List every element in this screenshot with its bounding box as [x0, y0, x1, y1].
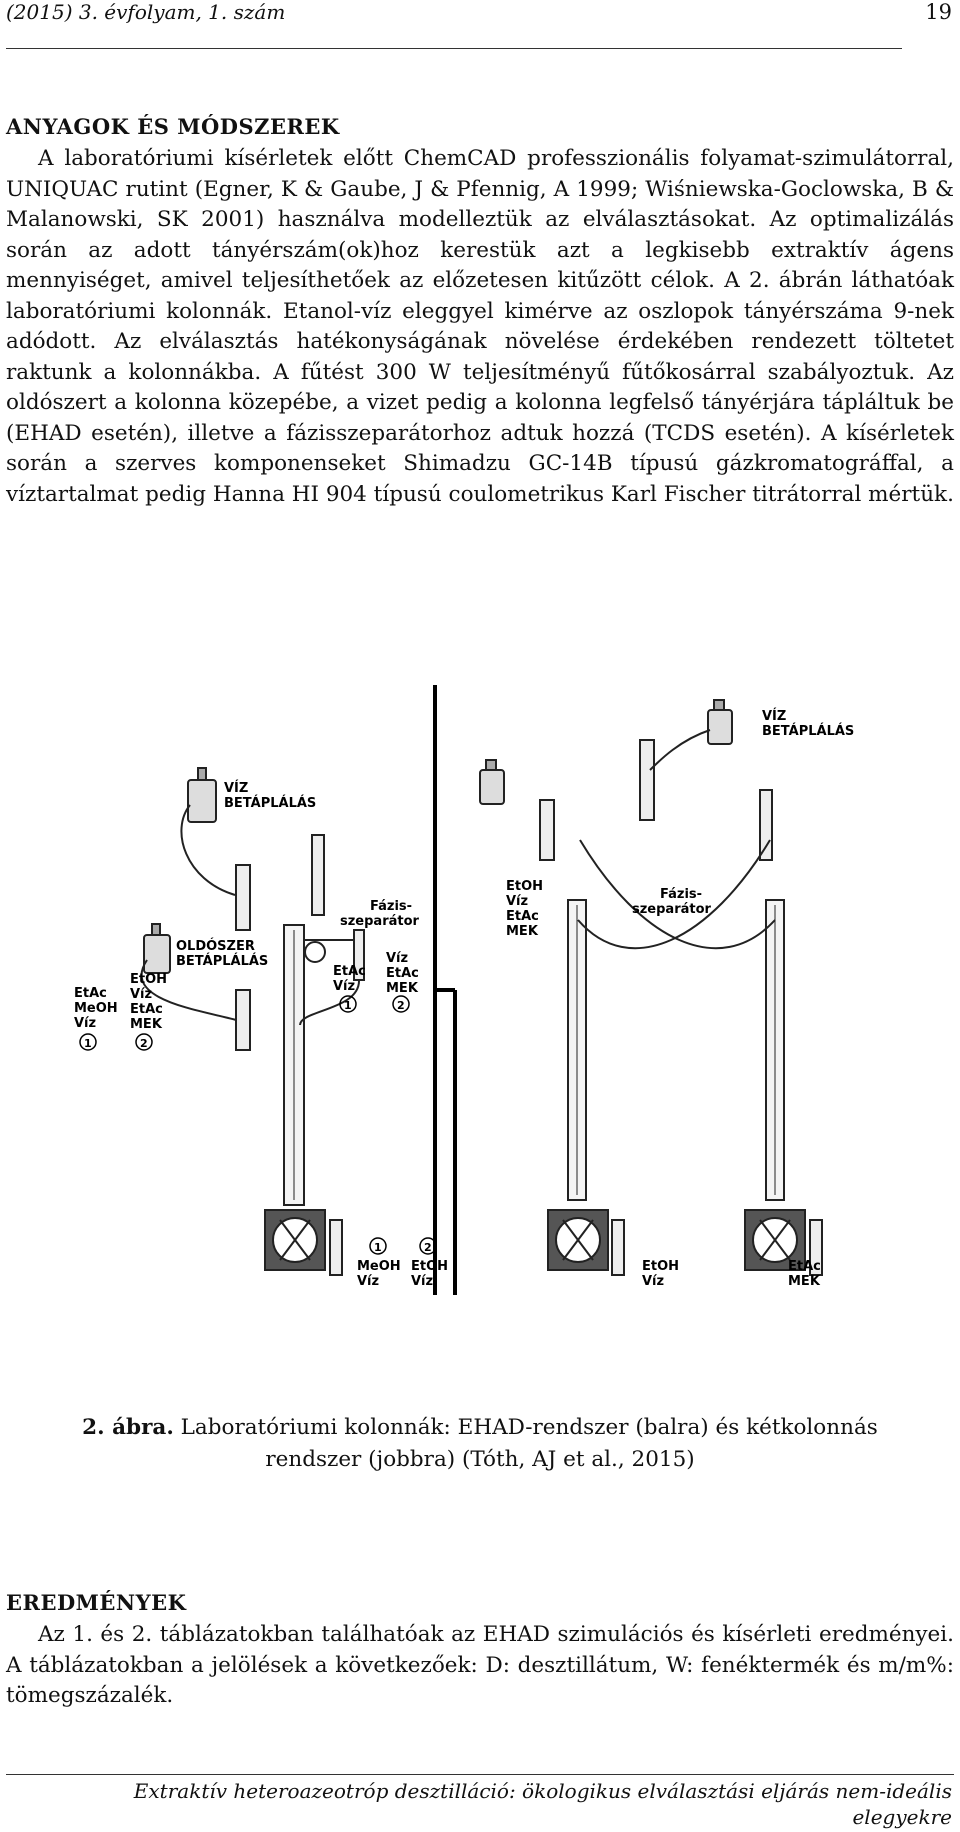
svg-text:1: 1 [344, 999, 352, 1012]
svg-text:Víz: Víz [74, 1016, 97, 1031]
svg-text:2: 2 [397, 999, 405, 1012]
svg-text:MeOH: MeOH [74, 1001, 118, 1016]
svg-text:1: 1 [374, 1241, 382, 1254]
figure-caption [0, 1412, 960, 1476]
svg-text:Víz: Víz [506, 894, 529, 909]
methods-heading: ANYAGOK ÉS MÓDSZEREK [6, 114, 340, 139]
header-rule [6, 48, 902, 49]
svg-text:MEK: MEK [130, 1017, 162, 1032]
svg-text:2: 2 [424, 1241, 432, 1254]
results-text: Az 1. és 2. táblázatokban találhatóak az EHAD szimulációs és kísérleti eredményei. A táblázatokban a jelölések a következőek: D: desztillátum, W: fenéktermék és m/m%: tömegszázalék. [6, 1622, 954, 1708]
svg-text:EtAc: EtAc [130, 1002, 163, 1017]
svg-text:EtOH: EtOH [411, 1259, 449, 1274]
caption-label: 2. ábra. [82, 1415, 174, 1440]
label-solvent-feed: OLDÓSZER [176, 939, 255, 954]
svg-text:1: 1 [84, 1037, 92, 1050]
svg-text:szeparátor: szeparátor [632, 902, 711, 917]
svg-text:EtAc: EtAc [506, 909, 539, 924]
svg-text:MEK: MEK [386, 981, 418, 996]
caption-line2: rendszer (jobbra) (Tóth, AJ et al., 2015) [265, 1447, 695, 1472]
results-paragraph [6, 1620, 954, 1712]
svg-text:BETÁPLÁLÁS: BETÁPLÁLÁS [762, 724, 855, 739]
svg-text:EtAc: EtAc [333, 964, 366, 979]
svg-text:EtOH: EtOH [130, 972, 168, 987]
methods-paragraph [6, 144, 954, 510]
label-water-feed: VÍZ [224, 781, 249, 796]
tcds-apparatus [480, 700, 822, 1275]
page-number: 19 [925, 0, 952, 24]
running-header: (2015) 3. évfolyam, 1. szám [6, 0, 286, 24]
tcds-labels [506, 708, 854, 1289]
svg-text:EtAc: EtAc [788, 1259, 821, 1274]
svg-text:Víz: Víz [130, 987, 153, 1002]
svg-text:EtAc: EtAc [74, 986, 107, 1001]
svg-text:Víz: Víz [386, 951, 409, 966]
figure-lab-columns [0, 680, 960, 1300]
svg-text:EtOH: EtOH [506, 879, 544, 894]
svg-text:MeOH: MeOH [357, 1259, 401, 1274]
svg-text:Víz: Víz [357, 1274, 380, 1289]
svg-text:Víz: Víz [333, 979, 356, 994]
svg-text:EtOH: EtOH [642, 1259, 680, 1274]
svg-text:BETÁPLÁLÁS: BETÁPLÁLÁS [224, 796, 317, 811]
footer-rule [6, 1774, 954, 1775]
svg-text:Víz: Víz [411, 1274, 434, 1289]
svg-text:VÍZ: VÍZ [762, 709, 787, 724]
caption-text: Laboratóriumi kolonnák: EHAD-rendszer (balra) és kétkolonnás [173, 1415, 878, 1440]
label-phase-separator: Fázis- [370, 899, 413, 914]
ehad-apparatus [142, 768, 364, 1275]
svg-text:MEK: MEK [788, 1274, 820, 1289]
svg-text:Víz: Víz [642, 1274, 665, 1289]
methods-text: A laboratóriumi kísérletek előtt ChemCAD professzionális folyamat-szimulátorral, UNIQUAC rutint (Egner, K & Gaube, J & Pfennig, A 1999; Wiśniewska-Goclowska, B & Malanowski, SK 2001) használva modelleztük az elválasztásokat. Az optimalizálás során az adott tányérszám(ok)hoz kerestük azt a legkisebb extraktív ágens mennyiséget, amivel teljesíthetőek az előzetesen kitűzött célok. A 2. ábrán láthatóak laboratóriumi kolonnák. Etanol-víz eleggyel kimérve az oszlopok tányérszáma 9-nek adódott. Az elválasztás hatékonyságának növelése érdekében rendezett töltetet raktunk a kolonnákba. A fűtést 300 W teljesítményű fűtőkosárral szabályoztuk. Az oldószert a kolonna közepébe, a vizet pedig a kolonna legfelső tányérjára tápláltuk be (EHAD esetén), illetve a fázisszeparátorhoz adtuk hozzá (TCDS esetén). A kísérletek során a szerves komponenseket Shimadzu GC-14B típusú gázkromatográffal, a víztartalmat pedig Hanna HI 904 típusú coulometrikus Karl Fischer titrátorral mértük. [6, 146, 954, 507]
ehad-labels [74, 780, 448, 1289]
svg-text:BETÁPLÁLÁS: BETÁPLÁLÁS [176, 954, 269, 969]
svg-text:Fázis-: Fázis- [660, 887, 703, 902]
svg-text:2: 2 [140, 1037, 148, 1050]
results-heading: EREDMÉNYEK [6, 1590, 187, 1615]
svg-text:MEK: MEK [506, 924, 538, 939]
svg-text:EtAc: EtAc [386, 966, 419, 981]
svg-text:szeparátor: szeparátor [340, 914, 419, 929]
running-footer: Extraktív heteroazeotróp desztilláció: ökologikus elválasztási eljárás nem-ideális elegyekre [133, 1779, 952, 1829]
